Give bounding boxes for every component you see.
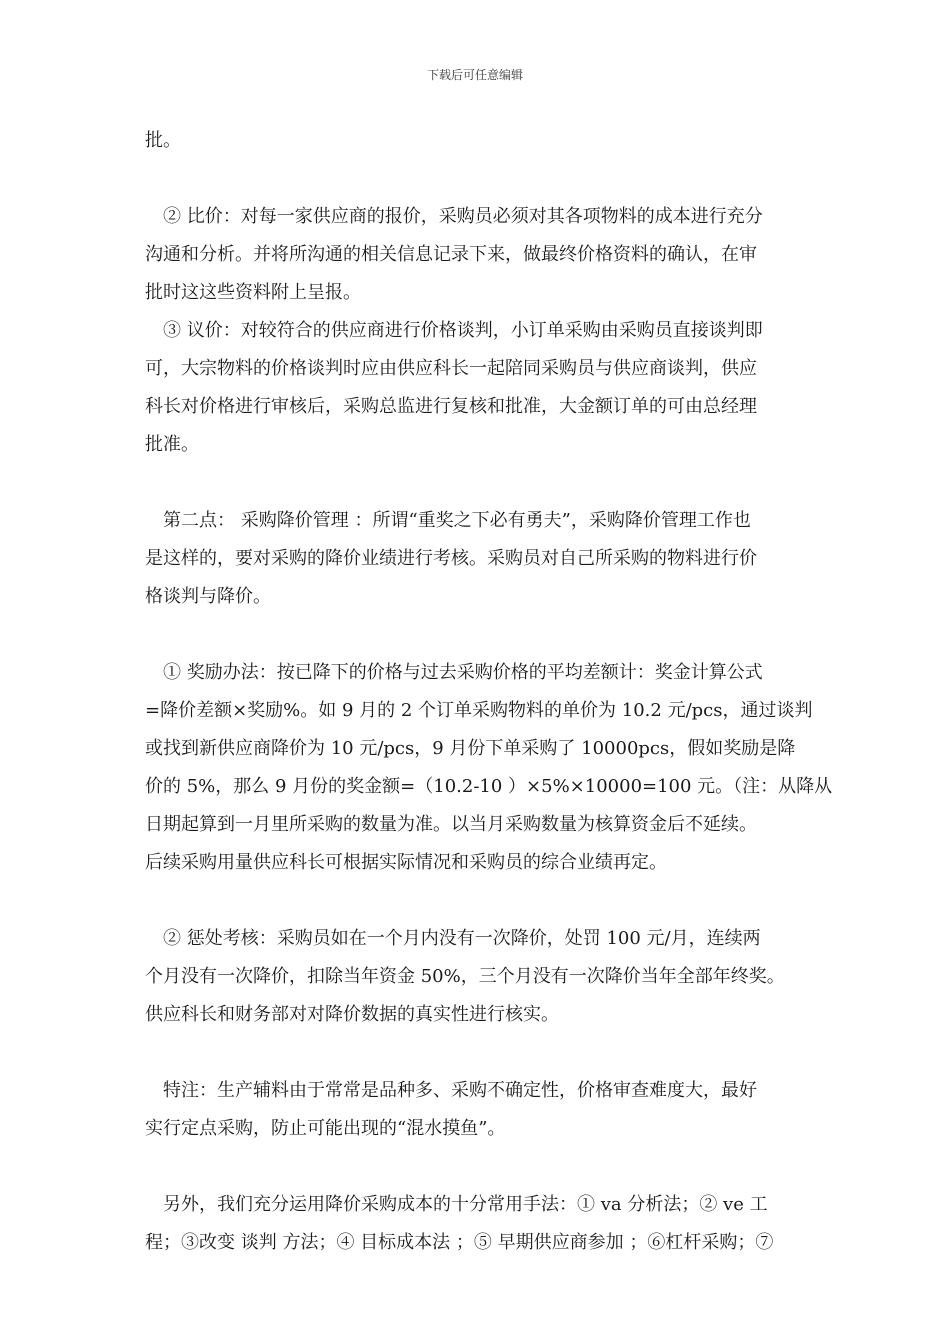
document-body <box>145 122 833 1262</box>
text-line: 第二点： 采购降价管理 ：所谓“重奖之下必有勇夫”，采购降价管理工作也 <box>163 510 751 531</box>
text-line: 或找到新供应商降价为 10 元/pcs，9 月份下单采购了 10000pcs，假如奖励是降 <box>145 738 796 759</box>
text-line: ③ 议价：对较符合的供应商进行价格谈判，小订单采购由采购员直接谈判即 <box>163 320 763 341</box>
text-line: 个月没有一次降价，扣除当年资金 50%，三个月没有一次降价当年全部年终奖。 <box>145 966 785 987</box>
text-line: 沟通和分析。并将所沟通的相关信息记录下来，做最终价格资料的确认，在审 <box>145 244 757 265</box>
text-line: ① 奖励办法：按已降下的价格与过去采购价格的平均差额计：奖金计算公式 <box>163 662 763 683</box>
text-line: 程；③改变 谈判 方法；④ 目标成本法 ；⑤ 早期供应商参加 ；⑥杠杆采购；⑦ <box>145 1232 774 1253</box>
text-line: 特注：生产辅料由于常常是品种多、采购不确定性，价格审查难度大，最好 <box>163 1080 757 1101</box>
text-line: 后续采购用量供应科长可根据实际情况和采购员的综合业绩再定。 <box>145 852 667 873</box>
text-line: ② 惩处考核：采购员如在一个月内没有一次降价，处罚 100 元/月，连续两 <box>163 928 761 949</box>
text-line: 供应科长和财务部对对降价数据的真实性进行核实。 <box>145 1004 559 1025</box>
text-line: ② 比价：对每一家供应商的报价，采购员必须对其各项物料的成本进行充分 <box>163 206 763 227</box>
page-header: 下载后可任意编辑 <box>426 68 523 82</box>
text-line: 另外，我们充分运用降价采购成本的十分常用手法：① va 分析法；② ve 工 <box>163 1194 768 1215</box>
text-line: 日期起算到一月里所采购的数量为准。以当月采购数量为核算资金后不延续。 <box>145 814 757 835</box>
text-line: 科长对价格进行审核后，采购总监进行复核和批准，大金额订单的可由总经理 <box>145 396 757 417</box>
text-line: 是这样的，要对采购的降价业绩进行考核。采购员对自己所采购的物料进行价 <box>145 548 757 569</box>
text-line: 可，大宗物料的价格谈判时应由供应科长一起陪同采购员与供应商谈判，供应 <box>145 358 757 379</box>
text-line: 格谈判与降价。 <box>145 586 271 607</box>
text-line: =降价差额×奖励%。如 9 月的 2 个订单采购物料的单价为 10.2 元/pcs，通过谈判 <box>145 700 813 721</box>
text-line: 批准。 <box>145 434 199 455</box>
text-line: 批。 <box>145 130 181 151</box>
text-line: 实行定点采购，防止可能出现的“混水摸鱼”。 <box>145 1118 506 1139</box>
text-line: 批时这这些资料附上呈报。 <box>145 282 361 303</box>
text-line: 价的 5%，那么 9 月份的奖金额=（10.2-10 ）×5%×10000=100 元。（注：从降从 <box>145 776 833 797</box>
